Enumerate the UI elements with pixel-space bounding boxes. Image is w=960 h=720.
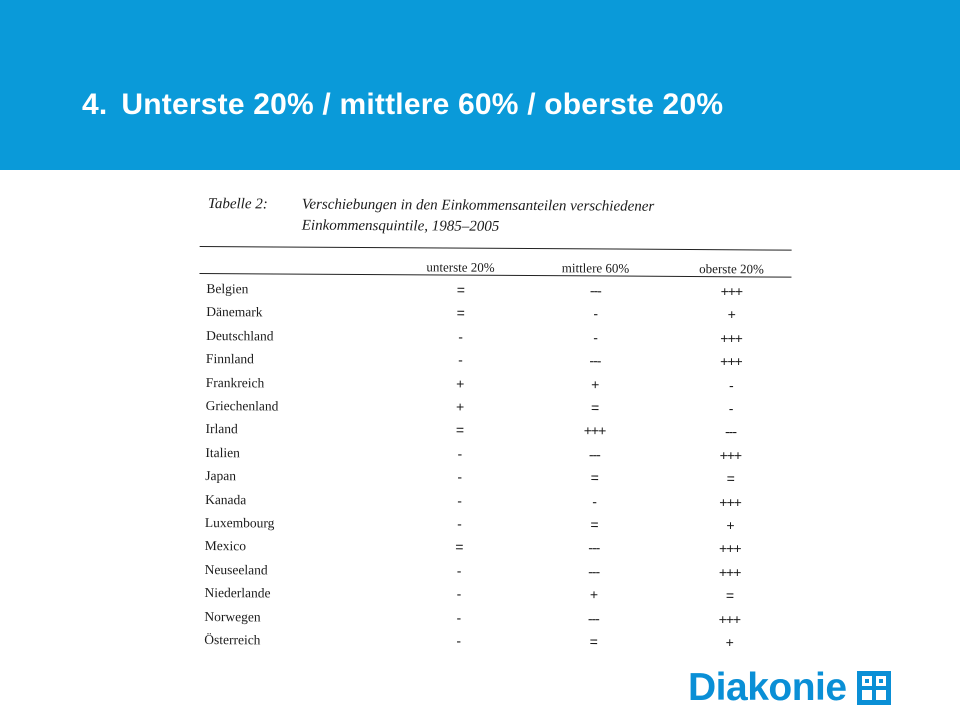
row-value: --- [724, 423, 737, 440]
row-country: Neuseeland [204, 561, 268, 578]
row-value: - [456, 632, 461, 649]
row-value: = [455, 538, 463, 556]
row-country: Dänemark [206, 304, 263, 320]
row-country: Japan [205, 468, 237, 484]
row-value: - [457, 515, 461, 532]
row-value: - [728, 400, 733, 417]
row-value: --- [589, 352, 601, 369]
row-value: --- [587, 609, 599, 627]
row-value: --- [589, 282, 601, 299]
row-country: Italien [205, 444, 240, 461]
row-country: Norwegen [204, 608, 261, 624]
row-value: = [589, 633, 597, 650]
row-value: + [727, 306, 735, 323]
row-value: +++ [720, 329, 742, 347]
row-value: - [458, 351, 462, 368]
column-header-unterste: unterste 20% [426, 259, 495, 275]
slide-number: 4. [82, 88, 108, 121]
table-top-rule [200, 246, 792, 251]
row-value: + [591, 375, 599, 393]
slide-title [82, 88, 723, 122]
row-value: - [593, 329, 597, 346]
table-caption [208, 194, 655, 239]
slide-header [0, 0, 960, 170]
row-value: --- [588, 563, 600, 580]
row-value: - [457, 492, 461, 509]
row-value: +++ [718, 610, 741, 627]
row-value: - [728, 376, 733, 393]
row-value: +++ [718, 540, 741, 557]
row-value: - [458, 328, 462, 345]
row-country: Niederlande [204, 585, 271, 601]
row-value: = [591, 399, 599, 416]
row-value: +++ [720, 283, 743, 300]
table-row [195, 632, 795, 659]
row-value: + [589, 586, 598, 603]
row-value: - [456, 562, 461, 579]
row-country: Finnland [205, 351, 255, 367]
row-country: Österreich [204, 632, 261, 648]
row-value: +++ [719, 493, 741, 510]
row-country: Belgien [206, 281, 249, 297]
table-caption-label: Tabelle 2: [207, 196, 268, 213]
row-country: Frankreich [205, 374, 265, 391]
table-caption-line2: Einkommensquintile, 1985–2005 [301, 217, 500, 235]
row-value: + [456, 375, 464, 392]
row-value: - [592, 493, 596, 510]
row-value: - [457, 468, 462, 485]
diakonie-cross-icon [857, 671, 891, 705]
column-header-mittlere: mittlere 60% [561, 260, 630, 276]
row-value: +++ [719, 446, 742, 464]
row-value: + [725, 634, 733, 651]
row-value: + [456, 398, 464, 415]
row-country: Deutschland [206, 327, 274, 344]
slide-title-text: Unterste 20% / mittlere 60% / oberste 20% [121, 88, 724, 121]
row-value: = [590, 516, 598, 533]
row-value: + [726, 517, 734, 534]
row-country: Mexico [204, 538, 247, 554]
row-value: --- [588, 539, 600, 556]
row-value: = [725, 587, 734, 604]
row-value: = [455, 421, 464, 439]
row-value: = [590, 469, 598, 486]
row-country: Griechenland [205, 398, 279, 414]
row-value: +++ [583, 422, 606, 439]
diakonie-logo [688, 668, 891, 708]
scanned-table [195, 188, 798, 662]
row-value: = [456, 304, 464, 322]
column-header-oberste: oberste 20% [699, 261, 764, 277]
row-value: --- [588, 446, 600, 463]
row-value: = [726, 470, 734, 487]
row-country: Irland [205, 421, 238, 437]
row-value: +++ [718, 563, 741, 581]
table-caption-line1: Verschiebungen in den Einkommensanteilen verschiedener [301, 196, 655, 215]
row-value: - [456, 609, 461, 626]
logo-text: Diakonie [688, 666, 847, 709]
row-value: = [456, 281, 465, 298]
row-country: Kanada [205, 491, 247, 507]
row-country: Luxembourg [204, 515, 275, 531]
row-value: - [593, 305, 598, 322]
row-value: +++ [720, 353, 742, 370]
row-value: - [456, 585, 461, 602]
row-value: - [457, 445, 462, 462]
